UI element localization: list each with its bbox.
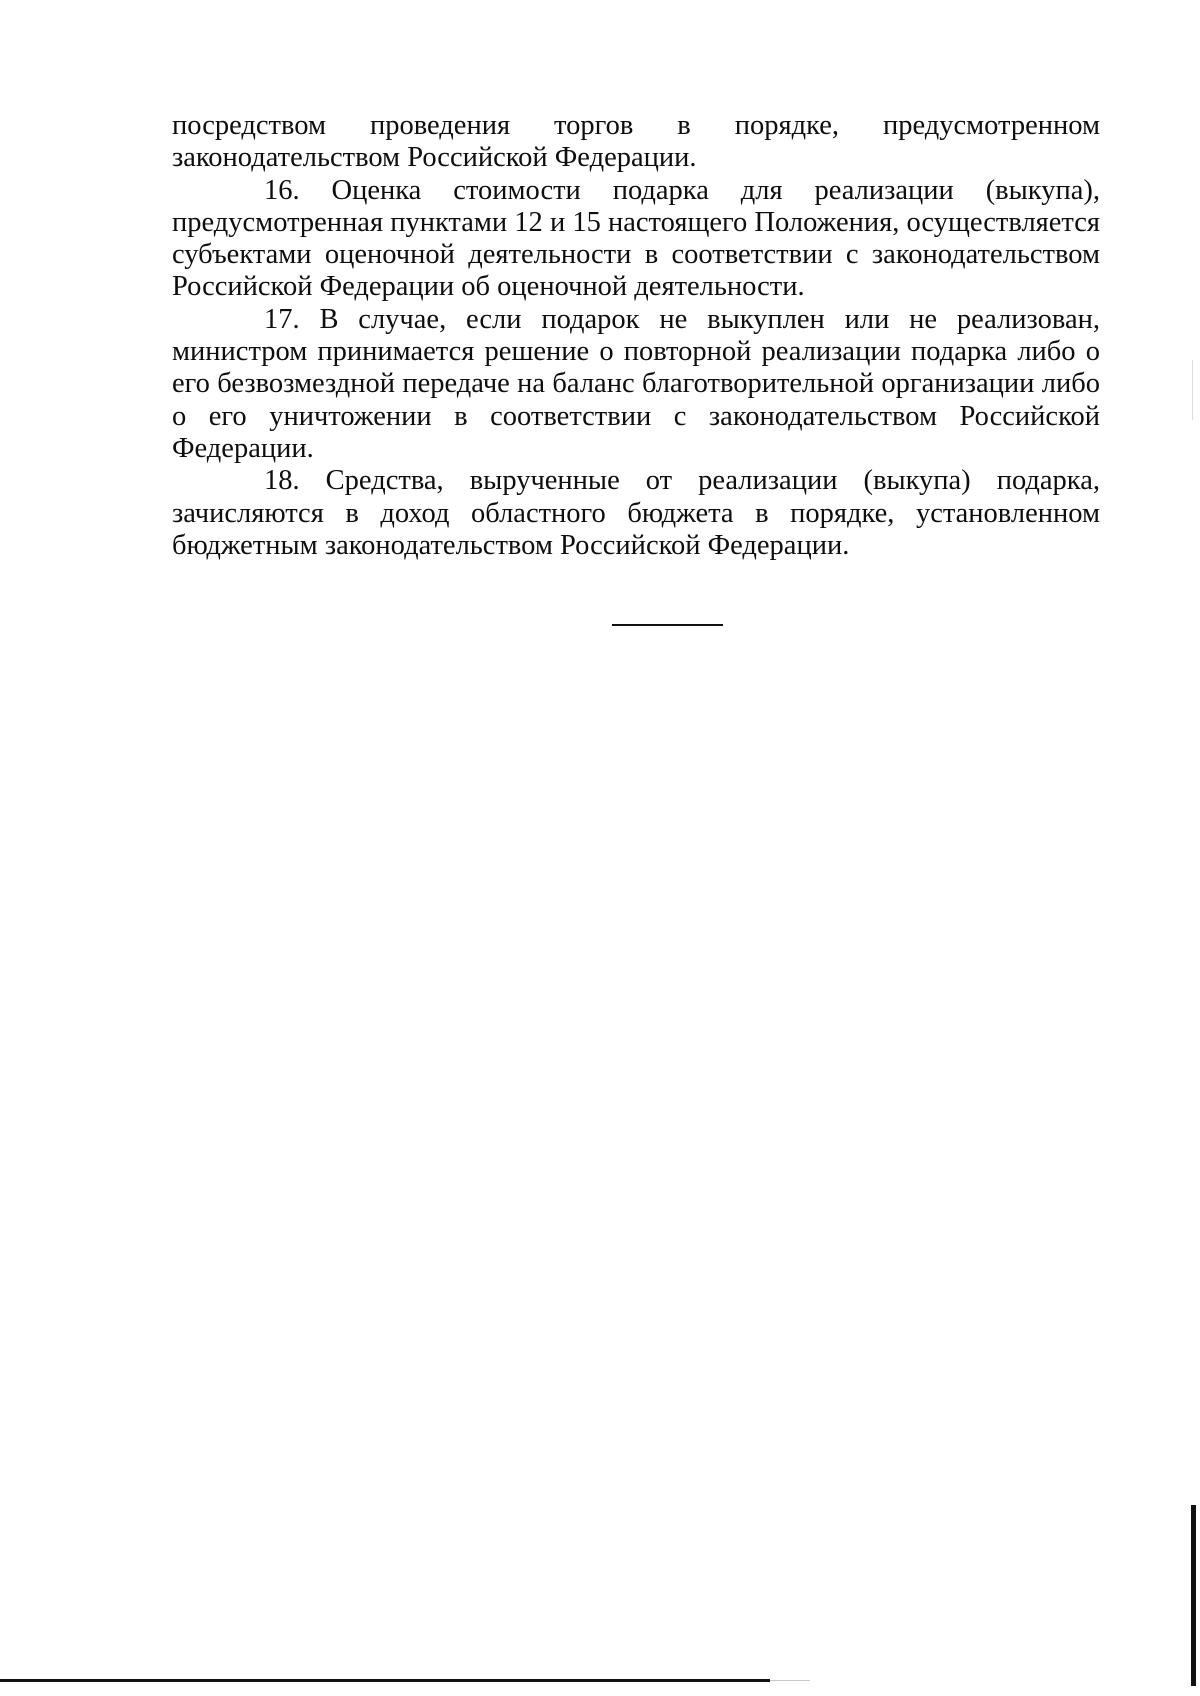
scan-edge-right — [1191, 1505, 1196, 1686]
paragraph-item-16: 16. Оценка стоимости подарка для реализации (выкупа), предусмотренная пунктами 12 и 15 настоящего Положения, осуществляется субъектами оценочной деятельности в соответствии с законодательством Российской Федерации об оценочной деятельности. — [172, 174, 1100, 303]
document-body — [172, 110, 1100, 562]
scan-edge-bottom-faint — [770, 1680, 810, 1681]
scan-artifact — [1192, 360, 1193, 420]
paragraph-item-18: 18. Средства, вырученные от реализации (выкупа) подарка, зачисляются в доход областного бюджета в порядке, установленном бюджетным законодательством Российской Федерации. — [172, 465, 1100, 561]
end-of-document-rule — [612, 624, 723, 626]
paragraph-item-17: 17. В случае, если подарок не выкуплен или не реализован, министром принимается решение о повторной реализации подарка либо о его безвозмездной передаче на баланс благотворительной организации либо о его уничтожении в соответствии с законодательством Российской Федерации. — [172, 303, 1100, 464]
paragraph-continuation: посредством проведения торгов в порядке, предусмотренном законодательством Российской Федерации. — [172, 110, 1100, 174]
scan-edge-bottom — [0, 1679, 770, 1682]
